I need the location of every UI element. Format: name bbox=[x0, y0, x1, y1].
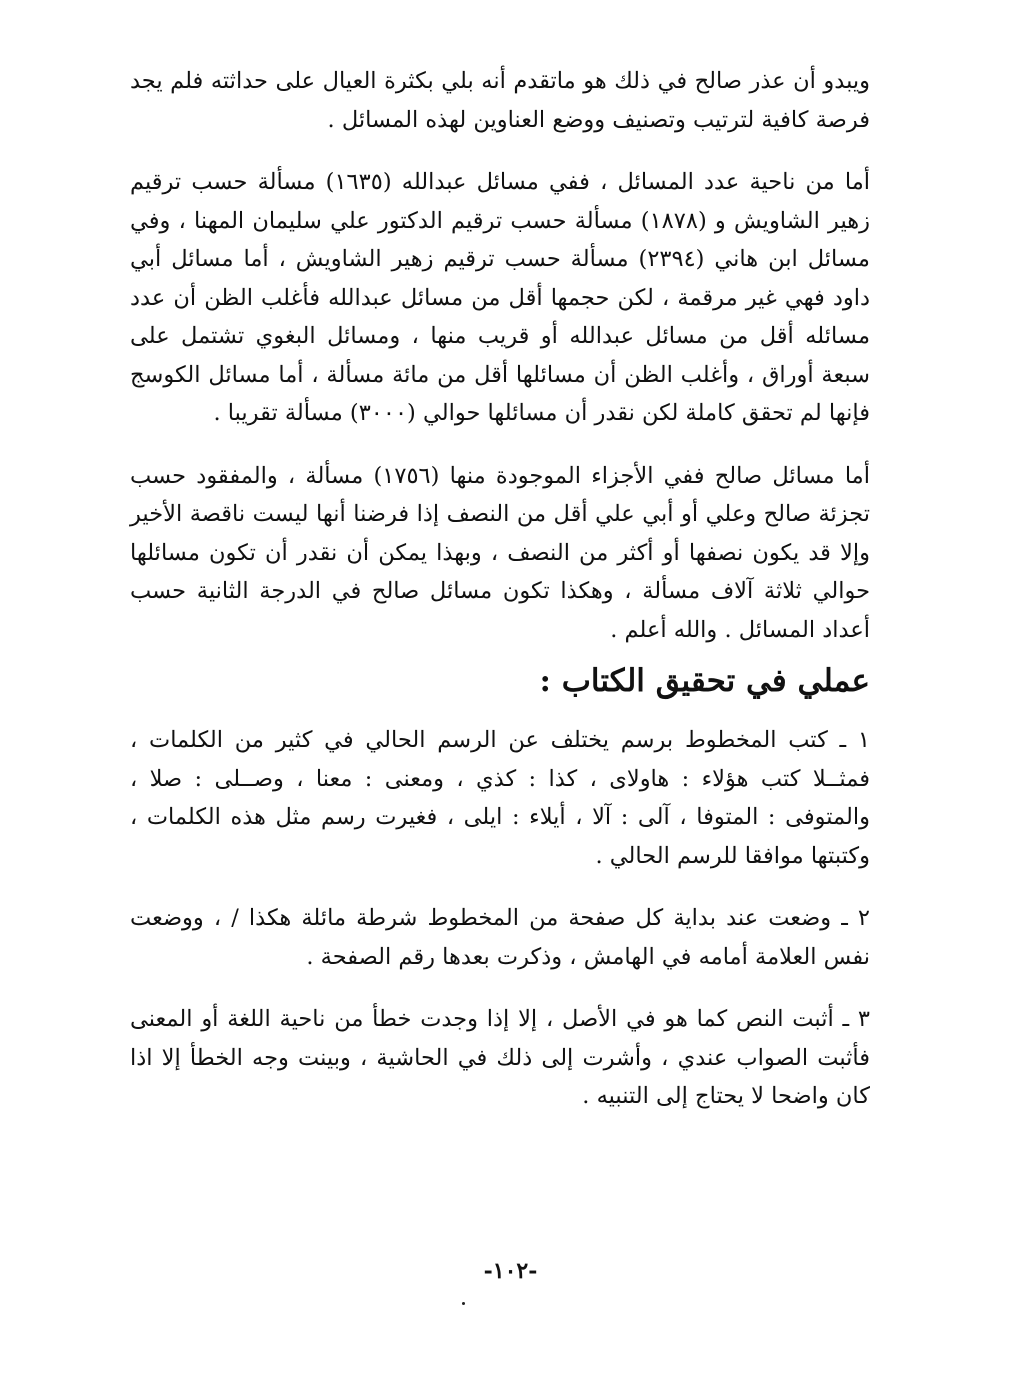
work-item-1: ١ ـ كتب المخطوط برسم يختلف عن الرسم الحالي في كثير من الكلمات ، فمثــلا كتب هؤلاء : هاولاى ، كذا : كذي ، ومعنى : معنا ، وصــلى : صلا ، والمتوفى : المتوفا ، آلى : آلا ، أيلاء : ايلى ، فغيرت رسم مثل هذه الكلمات ، وكتبتها موافقا للرسم الحالي . bbox=[130, 727, 870, 869]
paragraph-saleh-excuse: ويبدو أن عذر صالح في ذلك هو ماتقدم أنه بلي بكثرة العيال على حداثته فلم يجد فرصة كافية لترتيب وتصنيف ووضع العناوين لهذه المسائل . bbox=[130, 68, 870, 133]
paragraph-saleh-count: أما مسائل صالح ففي الأجزاء الموجودة منها (١٧٥٦) مسألة ، والمفقود حسب تجزئة صالح وعلي أو أبي علي أقل من النصف إذا فرضنا أنها ليست ناقصة الأخير وإلا قد يكون نصفها أو أكثر من النصف ، وبهذا يمكن أن نقدر أن تكون مسائلها حوالي ثلاثة آلاف مسألة ، وهكذا تكون مسائل صالح في الدرجة الثانية حسب أعداد المسائل . والله أعلم . bbox=[130, 462, 870, 643]
work-item-3: ٣ ـ أثبت النص كما هو في الأصل ، إلا إذا وجدت خطأ من ناحية اللغة أو المعنى فأثبت الصواب عندي ، وأشرت إلى ذلك في الحاشية ، وبينت وجه الخطأ إلا اذا كان واضحا لا يحتاج إلى التنبيه . bbox=[130, 1006, 870, 1109]
paragraph-masail-count: أما من ناحية عدد المسائل ، ففي مسائل عبدالله (١٦٣٥) مسألة حسب ترقيم زهير الشاويش و (١٨٧٨) مسألة حسب ترقيم الدكتور علي سليمان المهنا ، وفي مسائل ابن هاني (٢٣٩٤) مسألة حسب ترقيم زهير الشاويش ، أما مسائل أبي داود فهي غير مرقمة ، لكن حجمها أقل من مسائل عبدالله فأغلب الظن أن عدد مسائله أقل من مسائل عبدالله أو قريب منها ، ومسائل البغوي تشتمل على سبعة أوراق ، وأغلب الظن أن مسائلها أقل من مائة مسألة ، أما مسائل الكوسج فإنها لم تحقق كاملة لكن نقدر أن مسائلها حوالي (٣٠٠٠) مسألة تقريبا . bbox=[130, 169, 871, 426]
work-item-2: ٢ ـ وضعت عند بداية كل صفحة من المخطوط شرطة مائلة هكذا / ، ووضعت نفس العلامة أمامه في الهامش ، وذكرت بعدها رقم الصفحة . bbox=[130, 905, 870, 970]
section-heading: عملي في تحقيق الكتاب : bbox=[539, 663, 870, 699]
scan-speck bbox=[462, 1302, 465, 1305]
page-number: -١٠٢- bbox=[483, 1258, 538, 1284]
page-body bbox=[130, 62, 870, 1116]
